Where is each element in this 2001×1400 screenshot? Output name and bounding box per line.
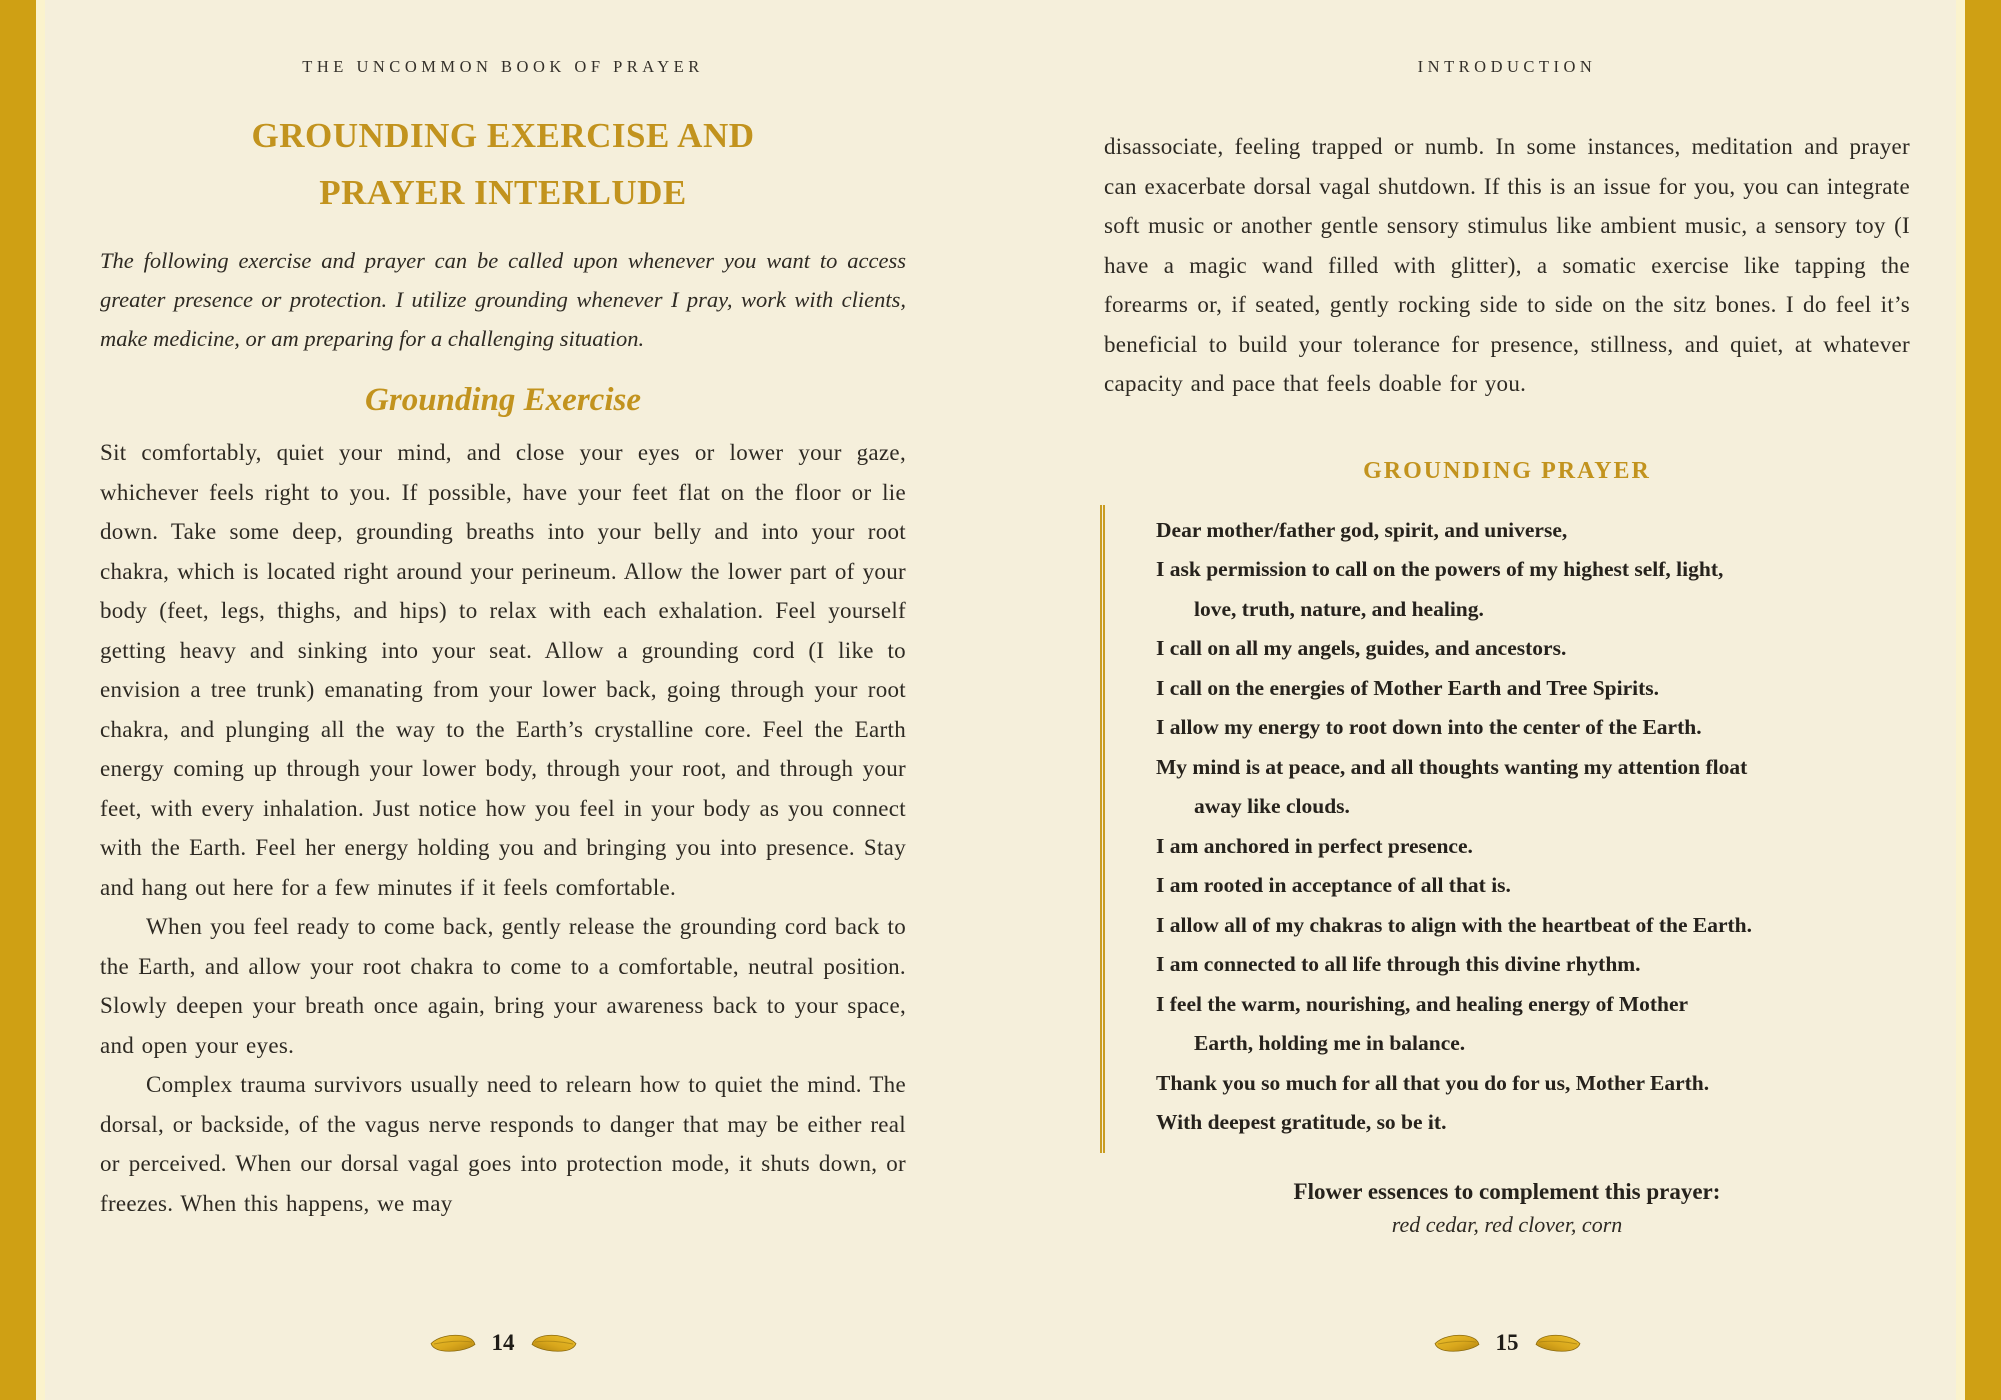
prayer-block (1100, 505, 1910, 1153)
right-gold-edge-bar (1965, 0, 2001, 1400)
prayer-line: Dear mother/father god, spirit, and universe, (1156, 517, 1568, 542)
prayer-line: I am anchored in perfect presence. (1156, 833, 1473, 858)
chapter-title-line1: GROUNDING EXERCISE AND (251, 116, 755, 155)
leaf-ornament-icon (430, 1333, 476, 1354)
flower-essences-label: Flower essences to complement this prayer: (1293, 1178, 1721, 1204)
left-page (100, 0, 906, 1400)
prayer-line: Thank you so much for all that you do for us, Mother Earth. (1156, 1070, 1710, 1095)
folio-right (1104, 1330, 1910, 1356)
prayer-heading: GROUNDING PRAYER (1363, 457, 1651, 484)
leaf-ornament-icon (1434, 1333, 1480, 1354)
page-number: 14 (491, 1330, 515, 1355)
prayer-line: I allow all of my chakras to align with the heartbeat of the Earth. (1156, 912, 1752, 937)
prayer-line: My mind is at peace, and all thoughts wanting my attention float (1156, 754, 1748, 779)
leaf-ornament-icon (531, 1333, 577, 1354)
chapter-title (100, 107, 906, 221)
chapter-title-line2: PRAYER INTERLUDE (319, 173, 687, 212)
prayer-line: I call on all my angels, guides, and ancestors. (1156, 636, 1567, 660)
prayer-line: love, truth, nature, and healing. (1194, 596, 1484, 621)
prayer-line: I am rooted in acceptance of all that is. (1156, 873, 1511, 897)
body-paragraph: Sit comfortably, quiet your mind, and close your eyes or lower your gaze, whichever feels right to you. If possible, have your feet flat on the floor or lie down. Take some deep, grounding breaths into your belly and into your root chakra, which is located right around your perineum. Allow the lower part of your body (feet, legs, thighs, and hips) to relax with each exhalation. Feel yourself getting heavy and sinking into your seat. Allow a grounding cord (I like to envision a tree trunk) emanating from your lower back, going through your root chakra, and plunging all the way to the Earth’s crystalline core. Feel the Earth energy coming up through your lower body, through your root, and through your feet, with every inhalation. Just notice how you feel in your body as you connect with the Earth. Feel her energy holding you and bringing you into presence. Stay and hang out here for a few minutes if it feels comfortable. (100, 440, 906, 900)
section-heading: Grounding Exercise (365, 382, 641, 418)
prayer-line: I call on the energies of Mother Earth and Tree Spirits. (1156, 675, 1660, 700)
leaf-ornament-icon (1535, 1333, 1581, 1354)
body-paragraph: Complex trauma survivors usually need to relearn how to quiet the mind. The dorsal, or backside, of the vagus nerve responds to danger that may be either real or perceived. When our dorsal vagal goes into protection mode, it shuts down, or freezes. When this happens, we may (100, 1072, 906, 1216)
body-paragraph: When you feel ready to come back, gently release the grounding cord back to the Earth, and allow your root chakra to come to a comfortable, neutral position. Slowly deepen your breath once again, bring your awareness back to your space, and open your eyes. (100, 914, 906, 1058)
left-pale-strip (36, 0, 45, 1400)
exercise-body (100, 433, 906, 1223)
folio-left (100, 1330, 906, 1356)
right-pale-strip (1956, 0, 1965, 1400)
body-paragraph: disassociate, feeling trapped or numb. In some instances, meditation and prayer can exacerbate dorsal vagal shutdown. If this is an issue for you, you can integrate soft music or another gentle sensory stimulus like ambient music, a sensory toy (I have a magic wand filled with glitter), a somatic exercise like tapping the forearms or, if seated, gently rocking side to side on the sitz bones. I do feel it’s beneficial to build your tolerance for presence, stillness, and quiet, at whatever capacity and pace that feels doable for you. (1104, 134, 1910, 396)
prayer-line: Earth, holding me in balance. (1194, 1031, 1466, 1055)
right-page (1104, 0, 1910, 1400)
running-head-left: THE UNCOMMON BOOK OF PRAYER (302, 57, 704, 76)
prayer-line: away like clouds. (1194, 794, 1350, 818)
prayer-line: I feel the warm, nourishing, and healing energy of Mother (1156, 991, 1689, 1016)
flower-essences-names: red cedar, red clover, corn (1391, 1211, 1623, 1237)
prayer-line: I ask permission to call on the powers of my highest self, light, (1156, 557, 1724, 581)
left-gold-edge-bar (0, 0, 36, 1400)
page-number: 15 (1495, 1330, 1519, 1355)
prayer-line: I am connected to all life through this divine rhythm. (1156, 952, 1641, 976)
running-head-right: INTRODUCTION (1417, 57, 1597, 76)
chapter-intro: The following exercise and prayer can be called upon whenever you want to access greater presence or protection. I utilize grounding whenever I pray, work with clients, make medicine, or am preparing for a challenging situation. (100, 248, 906, 351)
prayer-line: With deepest gratitude, so be it. (1156, 1110, 1447, 1134)
prayer-line: I allow my energy to root down into the center of the Earth. (1156, 715, 1702, 739)
